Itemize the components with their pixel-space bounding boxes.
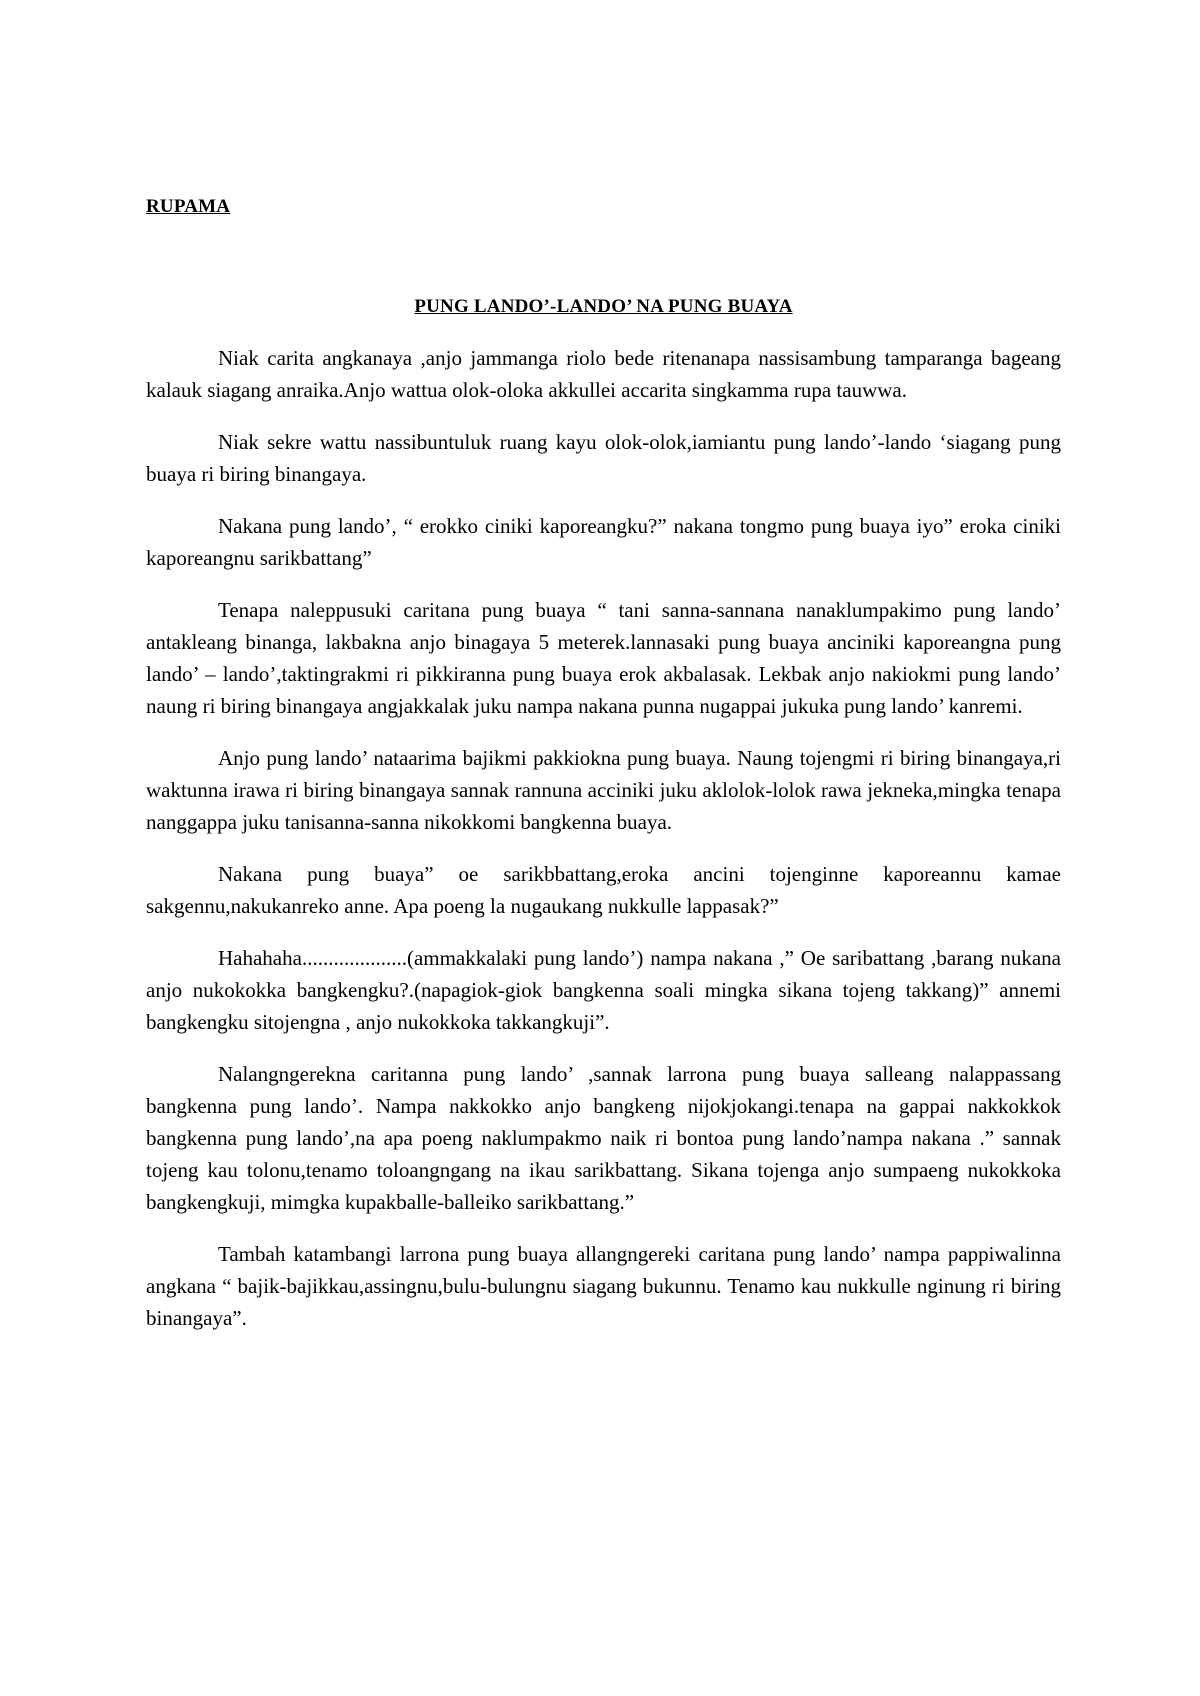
- paragraph: Nakana pung buaya” oe sarikbbattang,eroka ancini tojenginne kaporeannu kamae sakgennu,nakukanreko anne. Apa poeng la nugaukang nukkulle lappasak?”: [146, 862, 1061, 918]
- paragraph: Tenapa naleppusuki caritana pung buaya “ tani sanna-sannana nanaklumpakimo pung lando’ antakleang binanga, lakbakna anjo binagaya 5 meterek.lannasaki pung buaya anciniki kaporeangna pung lando’ – lando’,taktingrakmi ri pikkiranna pung buaya erok akbalasak. Lekbak anjo nakiokmi pung lando’ naung ri biring binangaya angjakkalak juku nampa nakana punna nugappai jukuka pung lando’ kanremi.: [146, 598, 1061, 718]
- paragraph: Tambah katambangi larrona pung buaya allangngereki caritana pung lando’ nampa pappiwalinna angkana “ bajik-bajikkau,assingnu,bulu-bulungnu siagang bukunnu. Tenamo kau nukkulle nginung ri biring binangaya”.: [146, 1242, 1061, 1330]
- section-label: RUPAMA: [146, 196, 231, 217]
- paragraph: Niak carita angkanaya ,anjo jammanga riolo bede ritenanapa nassisambung tamparanga bageang kalauk siagang anraika.Anjo wattua olok-oloka akkullei accarita singkamma rupa tauwwa.: [146, 346, 1061, 402]
- story-body: [146, 342, 1061, 1354]
- paragraph: Nakana pung lando’, “ erokko ciniki kaporeangku?” nakana tongmo pung buaya iyo” eroka ciniki kaporeangnu sarikbattang”: [146, 514, 1061, 570]
- paragraph: Nalangngerekna caritanna pung lando’ ,sannak larrona pung buaya salleang nalappassang bangkenna pung lando’. Nampa nakkokko anjo bangkeng nijokjokangi.tenapa na gappai nakkokkok bangkenna pung lando’,na apa poeng naklumpakmo naik ri bontoa pung lando’nampa nakana .” sannak tojeng kau tolonu,tenamo toloangngang na ikau sarikbattang. Sikana tojenga anjo sumpaeng nukokkoka bangkengkuji, mimgka kupakballe-balleiko sarikbattang.”: [146, 1062, 1061, 1214]
- paragraph: Anjo pung lando’ nataarima bajikmi pakkiokna pung buaya. Naung tojengmi ri biring binangaya,ri waktunna irawa ri biring binangaya sannak rannuna acciniki juku aklolok-lolok rawa jekneka,mingka tenapa nanggappa juku tanisanna-sanna nikokkomi bangkenna buaya.: [146, 746, 1061, 834]
- story-title: PUNG LANDO’-LANDO’ NA PUNG BUAYA: [414, 296, 793, 317]
- paragraph: Hahahaha....................(ammakkalaki pung lando’) nampa nakana ,” Oe saribattang ,barang nukana anjo nukokokka bangkengku?.(napagiok-giok bangkenna soali mingka sikana tojeng takkang)” annemi bangkengku sitojengna , anjo nukokkoka takkangkuji”.: [146, 946, 1061, 1034]
- paragraph: Niak sekre wattu nassibuntuluk ruang kayu olok-olok,iamiantu pung lando’-lando ‘siagang pung buaya ri biring binangaya.: [146, 430, 1061, 486]
